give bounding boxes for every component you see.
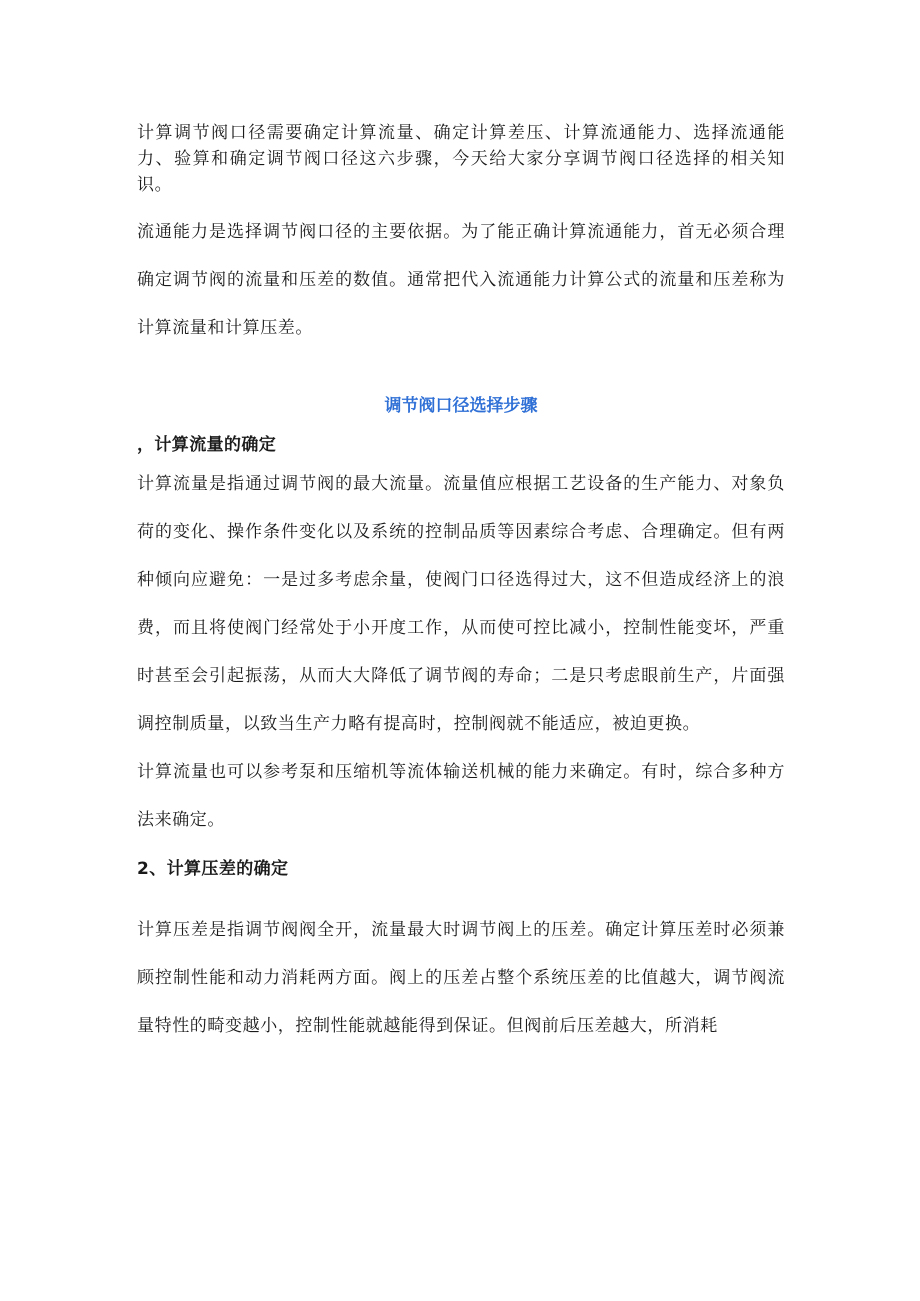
intro-paragraph: 计算调节阀口径需要确定计算流量、确定计算差压、计算流通能力、选择流通能力、验算和确定调节阀口径这六步骤，今天给大家分享调节阀口径选择的相关知识。 <box>137 123 785 195</box>
capacity-paragraph: 流通能力是选择调节阀口径的主要依据。为了能正确计算流通能力，首无必须合理确定调节阀的流量和压差的数值。通常把代入流通能力计算公式的流量和压差称为计算流量和计算压差。 <box>137 222 785 338</box>
flow-paragraph: 计算流量是指通过调节阀的最大流量。流量值应根据工艺设备的生产能力、对象负荷的变化、操作条件变化以及系统的控制品质等因素综合考虑、合理确定。但有两种倾向应避免：一是过多考虑余量，使阀门口径选得过大，这不但造成经济上的浪费，而且将使阀门经常处于小开度工作，从而使可控比减小，控制性能变坏，严重时甚至会引起振荡，从而大大降低了调节阀的寿命；二是只考虑眼前生产，片面强调控制质量，以致当生产力略有提高时，控制阀就不能适应，被迫更换。 <box>137 474 785 734</box>
spacer <box>137 420 785 430</box>
section-title: 调节阀口径选择步骤 <box>384 396 538 416</box>
spacer <box>137 844 785 854</box>
heading-flow-calculation: ，计算流量的确定 <box>137 435 277 455</box>
spacer <box>137 198 785 208</box>
spacer <box>137 352 785 392</box>
heading-pressure-calculation: 2、计算压差的确定 <box>137 859 289 879</box>
pressure-paragraph: 计算压差是指调节阀阀全开，流量最大时调节阀上的压差。确定计算压差时必须兼顾控制性能和动力消耗两方面。阀上的压差占整个系统压差的比值越大，调节阀流量特性的畸变越小，控制性能就越能得到保证。但阀前后压差越大，所消耗 <box>137 920 785 1036</box>
document-body <box>137 120 785 1050</box>
flow-reference-paragraph: 计算流量也可以参考泵和压缩机等流体输送机械的能力来确定。有时，综合多种方法来确定。 <box>137 762 785 830</box>
spacer <box>137 884 785 906</box>
